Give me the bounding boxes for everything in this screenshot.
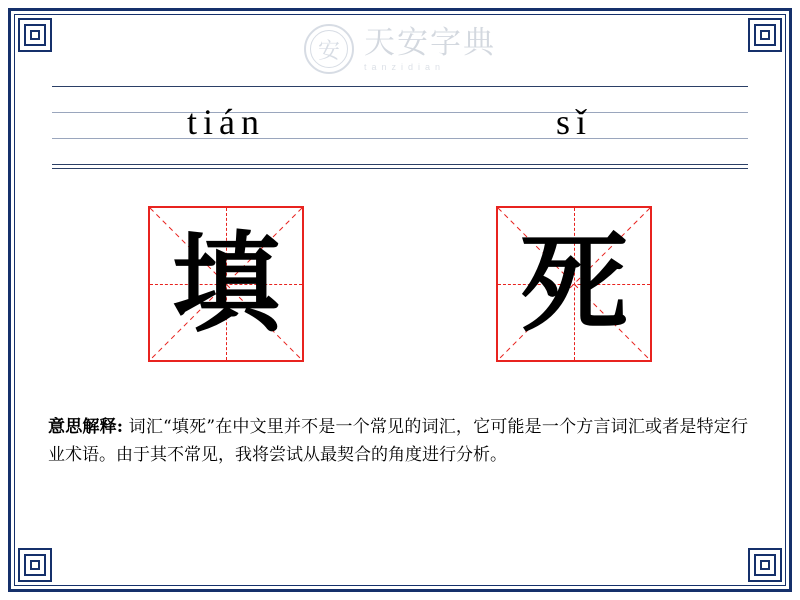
pinyin-syllable-1: tián (187, 102, 265, 142)
pinyin-syllable-2: sǐ (555, 102, 592, 142)
pinyin-staff (52, 86, 748, 166)
pinyin-row (52, 86, 748, 164)
hanzi-character-1: 填 (171, 221, 280, 347)
explanation-text: 词汇“填死”在中文里并不是一个常见的词汇，它可能是一个方言词汇或者是特定行业术语。由于其不常见，我将尝试从最契合的角度进行分析。 (48, 417, 748, 465)
corner-ornament-top-left (18, 18, 52, 52)
staff-line-bottom-2 (52, 168, 748, 169)
character-grid-row (52, 204, 748, 364)
explanation-label: 意思解释: (48, 417, 124, 437)
tianzige-grid-1 (148, 206, 304, 362)
corner-ornament-bottom-right (748, 548, 782, 582)
hanzi-character-2: 死 (519, 221, 628, 347)
staff-line-bottom (52, 164, 748, 165)
corner-ornament-top-right (748, 18, 782, 52)
tianzige-grid-2 (496, 206, 652, 362)
watermark-title: 天安字典 (364, 24, 496, 60)
corner-ornament-bottom-left (18, 548, 52, 582)
character-cell-1 (52, 204, 400, 364)
watermark-subtitle: tanzidian (364, 61, 446, 72)
explanation-block (48, 414, 748, 469)
seal-character: 安 (317, 37, 340, 63)
character-cell-2 (400, 204, 748, 364)
